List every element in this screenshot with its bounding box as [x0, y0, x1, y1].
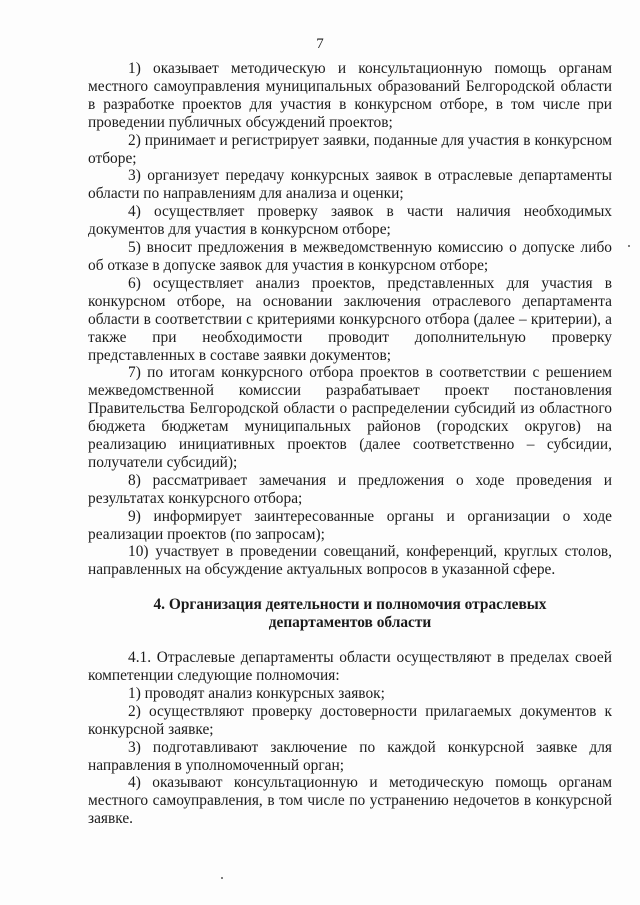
scan-speck [628, 245, 630, 247]
list-item: 8) рассматривает замечания и предложения о ходе проведения и результатах конкурсного отбора; [88, 471, 612, 507]
list-item: 2) принимает и регистрирует заявки, поданные для участия в конкурсном отборе; [88, 131, 612, 167]
document-body [88, 60, 612, 828]
section-intro: 4.1. Отраслевые департаменты области осуществляют в пределах своей компетенции следующие полномочия: [88, 649, 612, 684]
scan-speck [221, 877, 223, 879]
page-number: 7 [316, 36, 324, 52]
section-item: 1) проводят анализ конкурсных заявок; [128, 684, 385, 702]
list-item: 10) участвует в проведении совещаний, конференций, круглых столов, направленных на обсуждение актуальных вопросов в указанной сфере. [88, 543, 612, 579]
list-item: 9) информирует заинтересованные органы и организации о ходе реализации проектов (по запросам); [88, 507, 612, 543]
list-item: 6) осуществляет анализ проектов, представленных для участия в конкурсном отборе, на основании заключения отраслевого департамента области в соответствии с критериями конкурсного отбора (далее – критерии), а также при необходимости проводит дополнительную проверку представленных в составе заявки документов; [88, 274, 612, 364]
list-item: 4) осуществляет проверку заявок в части наличия необходимых документов для участия в конкурсном отборе; [88, 203, 612, 239]
section-heading [88, 596, 612, 632]
list-item: 5) вносит предложения в межведомственную комиссию о допуске либо об отказе в допуске заявок для участия в конкурсном отборе; [88, 239, 612, 274]
list-item: 1) оказывает методическую и консультационную помощь органам местного самоуправления муниципальных образований Белгородской области в разработке проектов для участия в конкурсном отборе, в том числе при проведении публичных обсуждений проектов; [88, 60, 612, 131]
section-item: 3) подготавливают заключение по каждой конкурсной заявке для направления в уполномоченный орган; [88, 738, 612, 774]
section-heading-line: 4. Организация деятельности и полномочия отраслевых [153, 596, 547, 614]
list-item: 3) организует передачу конкурсных заявок в отраслевые департаменты области по направлениям для анализа и оценки; [88, 167, 612, 203]
section-heading-line: департаментов области [268, 614, 432, 632]
list-item: 7) по итогам конкурсного отбора проектов в соответствии с решением межведомственной комиссии разрабатывает проект постановления Правительства Белгородской области о распределении субсидий из областного бюджета бюджетам муниципальных районов (городских округов) на реализацию инициативных проектов (далее соответственно – субсидии, получатели субсидий); [88, 364, 612, 471]
section-item: 2) осуществляют проверку достоверности прилагаемых документов к конкурсной заявке; [88, 702, 612, 738]
section-item: 4) оказывают консультационную и методическую помощь органам местного самоуправления, в том числе по устранению недочетов в конкурсной заявке. [88, 774, 612, 828]
